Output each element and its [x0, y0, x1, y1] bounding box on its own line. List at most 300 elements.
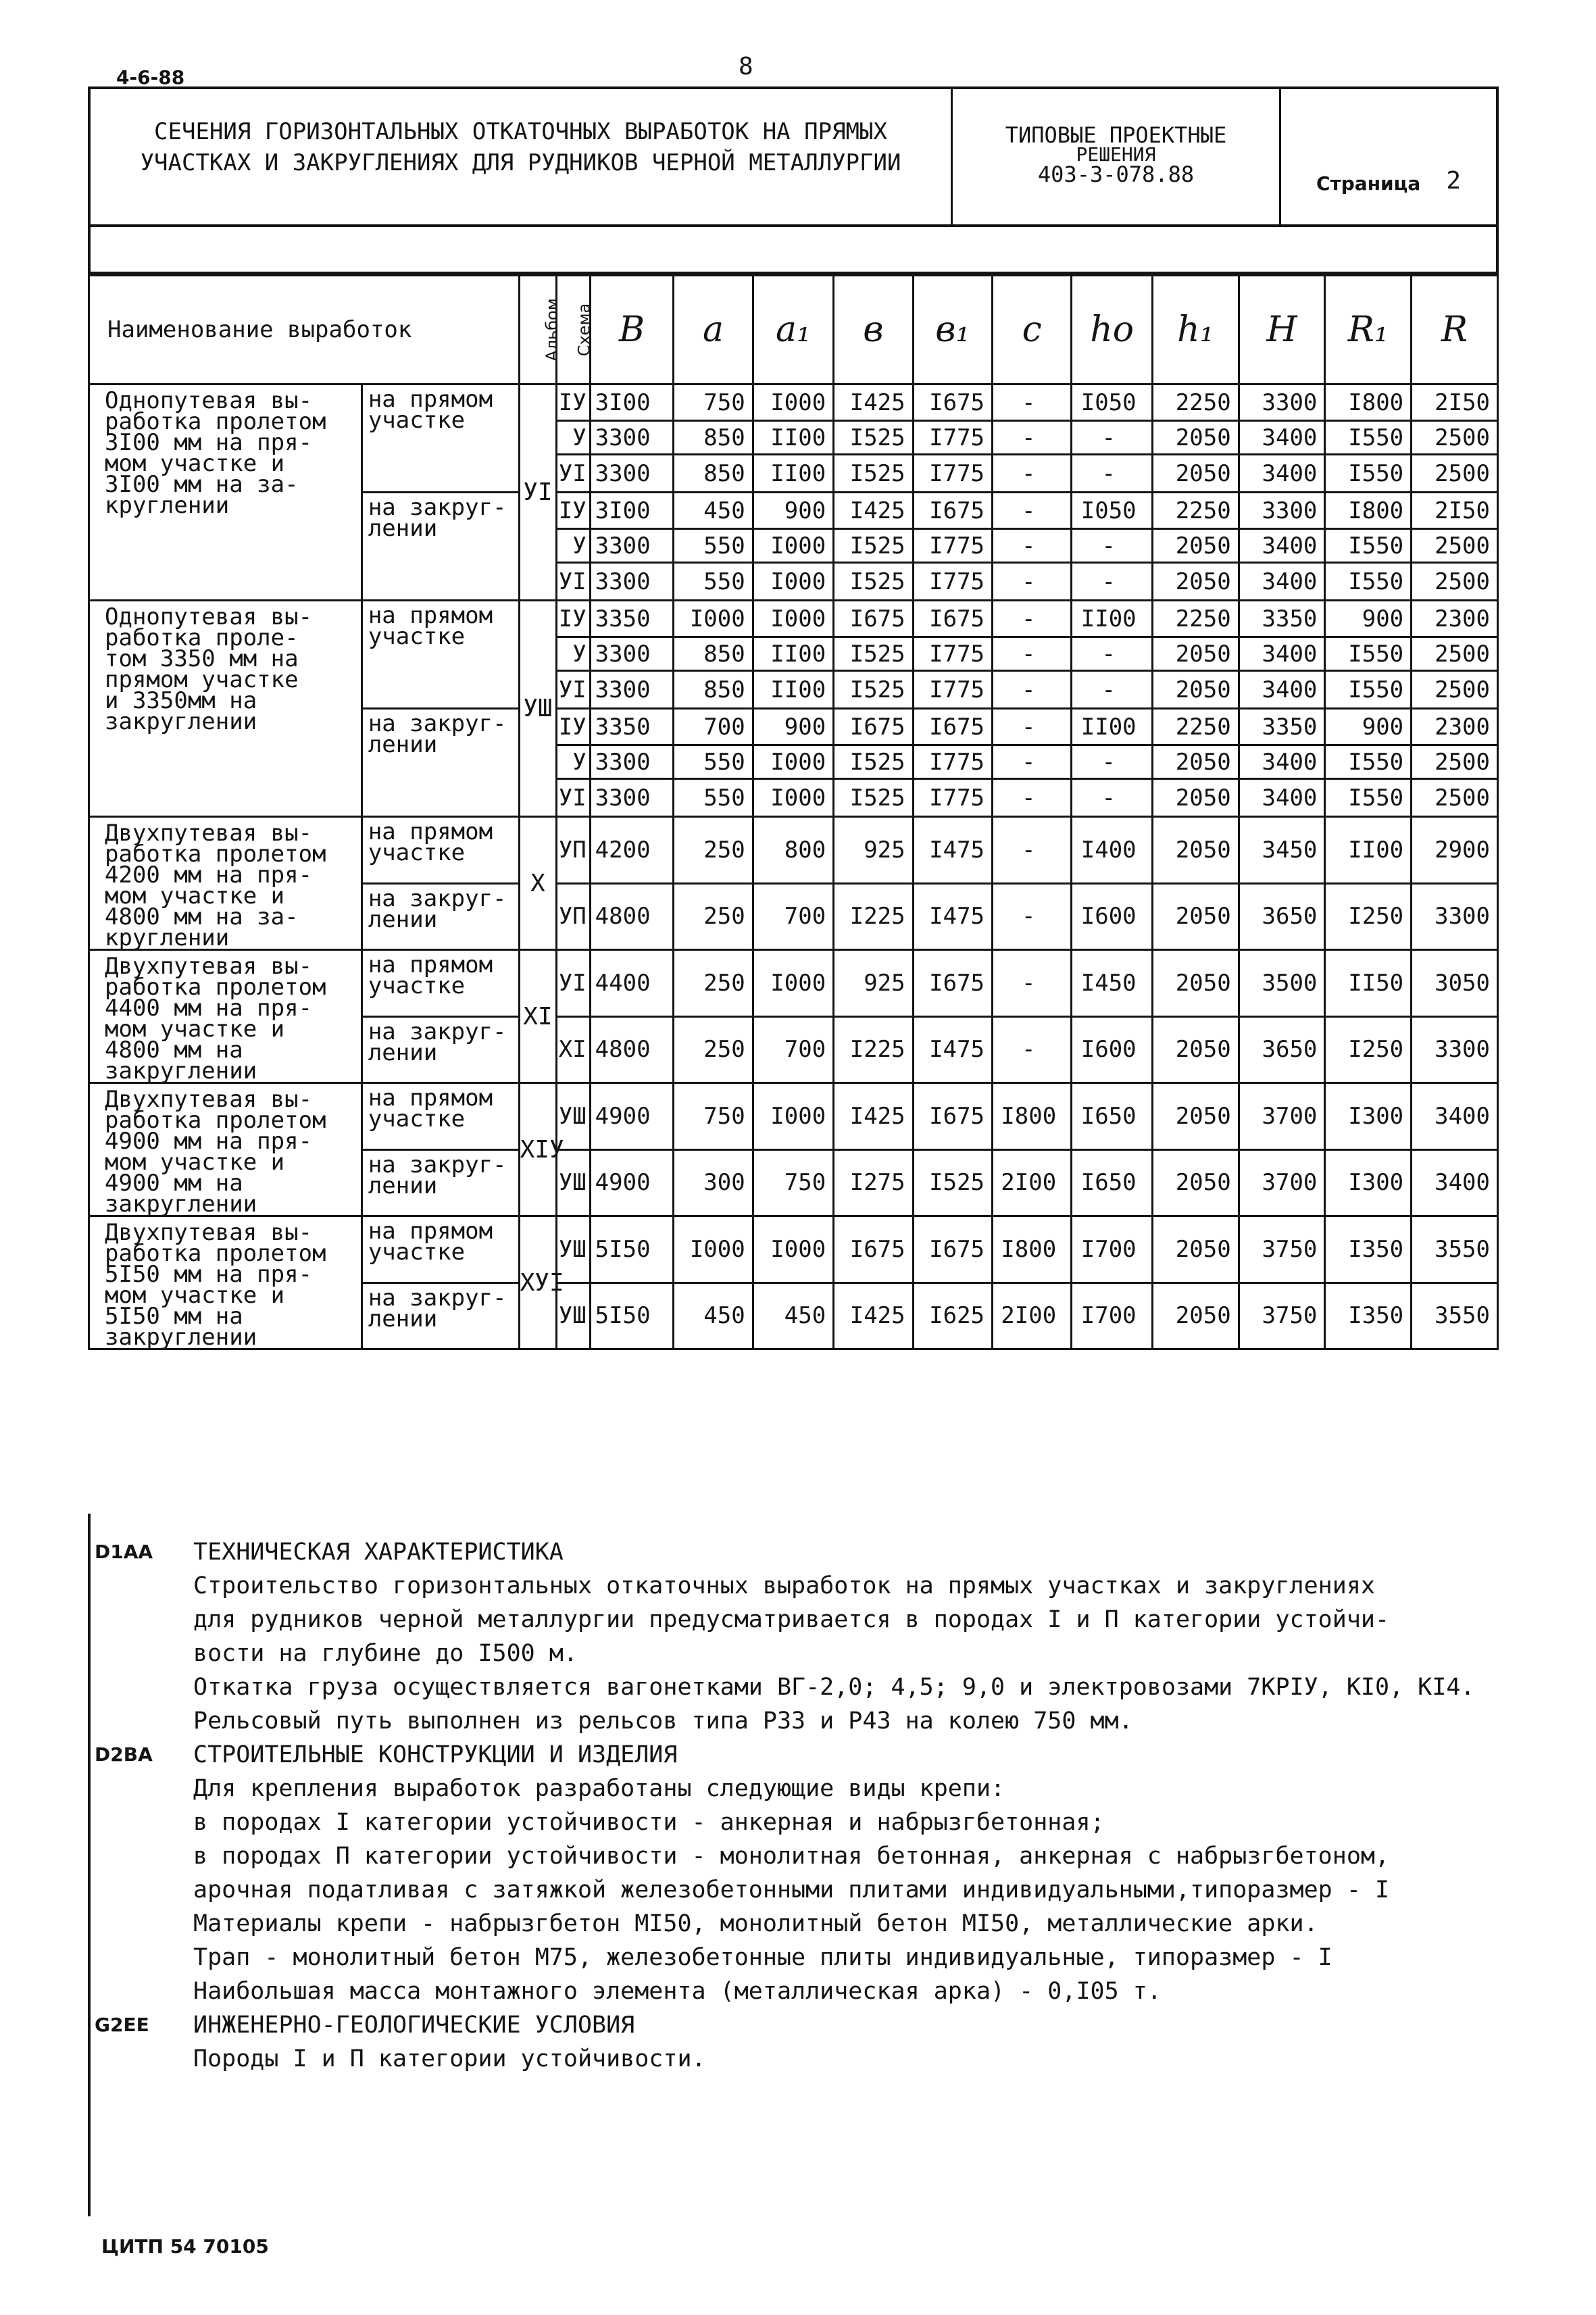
value-cell: I525	[834, 563, 913, 601]
value-cell: I775	[913, 529, 992, 563]
working-position-line: на закруг-	[368, 1018, 507, 1045]
working-position	[361, 1083, 519, 1150]
table-wrapper	[88, 227, 1499, 1350]
album-cell: УI	[519, 384, 557, 601]
value-cell: 3400	[1239, 779, 1325, 817]
col-R1-header: R₁	[1325, 276, 1412, 384]
working-name-line: Двухпутевая вы-	[105, 1219, 313, 1246]
scheme-cell: IУ	[557, 601, 590, 637]
working-position	[361, 709, 519, 817]
value-cell: -	[993, 709, 1072, 745]
value-cell: 4900	[590, 1149, 674, 1216]
scheme-cell: IУ	[557, 493, 590, 529]
value-cell: I225	[834, 1016, 913, 1083]
value-cell: 3050	[1412, 950, 1498, 1017]
series-cell	[953, 89, 1281, 224]
working-name-line: 4800 мм на за-	[105, 903, 299, 930]
section-heading-technical: ТЕХНИЧЕСКАЯ ХАРАКТЕРИСТИКА	[193, 1539, 564, 1566]
value-cell: 3400	[1239, 421, 1325, 455]
value-cell: I525	[834, 779, 913, 817]
value-cell: II00	[753, 455, 833, 493]
value-cell: I475	[913, 817, 992, 884]
value-cell: I550	[1325, 563, 1412, 601]
working-name	[89, 950, 362, 1083]
value-cell: -	[1072, 529, 1152, 563]
value-cell: I000	[753, 1216, 833, 1283]
note-line: Трап - монолитный бетон М75, железобетонные плиты индивидуальные, типоразмер - I	[193, 1944, 1332, 1971]
value-cell: II00	[1072, 709, 1152, 745]
value-cell: 2I00	[993, 1149, 1072, 1216]
value-cell: I000	[753, 563, 833, 601]
working-position-line: лении	[368, 1305, 438, 1333]
table-row	[89, 950, 1498, 1017]
value-cell: I800	[1325, 384, 1412, 421]
working-position-line: на закруг-	[368, 1284, 507, 1312]
col-album-header	[519, 276, 562, 384]
working-name-line: Однопутевая вы-	[105, 603, 313, 630]
section-heading-geology: ИНЖЕНЕРНО-ГЕОЛОГИЧЕСКИЕ УСЛОВИЯ	[193, 2012, 635, 2039]
value-cell: 925	[834, 950, 913, 1017]
value-cell: 3300	[590, 671, 674, 709]
value-cell: 2250	[1152, 709, 1239, 745]
value-cell: I775	[913, 745, 992, 779]
table-spacer-row	[88, 227, 1499, 274]
scheme-cell: УI	[557, 455, 590, 493]
scheme-cell: УI	[557, 779, 590, 817]
note-line: в породах П категории устойчивости - монолитная бетонная, анкерная с набрызгбетоном,	[193, 1843, 1390, 1870]
value-cell: 3400	[1412, 1149, 1498, 1216]
value-cell: 3300	[590, 421, 674, 455]
value-cell: 2050	[1152, 1083, 1239, 1150]
value-cell: I350	[1325, 1283, 1412, 1349]
col-v1-header: в₁	[913, 276, 992, 384]
value-cell: I550	[1325, 421, 1412, 455]
value-cell: II00	[753, 671, 833, 709]
working-name-line: том 3350 мм на	[105, 645, 299, 672]
working-name-line: работка пролетом	[105, 974, 326, 1001]
value-cell: 2500	[1412, 529, 1498, 563]
working-name-line: и 3350мм на	[105, 687, 257, 714]
value-cell: I525	[913, 1149, 992, 1216]
page-value: 2	[1446, 167, 1461, 195]
value-cell: I675	[913, 493, 992, 529]
col-ho-header: hо	[1072, 276, 1152, 384]
working-name-line: работка проле-	[105, 624, 299, 651]
value-cell: I775	[913, 671, 992, 709]
working-name-line: работка пролетом	[105, 408, 326, 435]
value-cell: II00	[1325, 817, 1412, 884]
working-name-line: закруглении	[105, 1324, 257, 1351]
note-line: Строительство горизонтальных откаточных выработок на прямых участках и закруглениях	[193, 1572, 1375, 1599]
working-name-line: работка пролетом	[105, 841, 326, 868]
value-cell: 900	[753, 709, 833, 745]
working-position	[361, 817, 519, 884]
page-number: 8	[739, 53, 753, 80]
value-cell: 2250	[1152, 493, 1239, 529]
value-cell: 700	[753, 1016, 833, 1083]
value-cell: I425	[834, 493, 913, 529]
scheme-cell: УШ	[557, 1283, 590, 1349]
value-cell: I000	[753, 601, 833, 637]
workings-table	[88, 274, 1499, 1350]
value-cell: 2250	[1152, 601, 1239, 637]
value-cell: 3450	[1239, 817, 1325, 884]
value-cell: I775	[913, 563, 992, 601]
working-position-line: лении	[368, 515, 438, 542]
note-line: Наибольшая масса монтажного элемента (металлическая арка) - 0,I05 т.	[193, 1978, 1162, 2005]
section-heading-construction: СТРОИТЕЛЬНЫЕ КОНСТРУКЦИИ И ИЗДЕЛИЯ	[193, 1741, 678, 1768]
working-name-line: мом участке и	[105, 882, 285, 910]
value-cell: I250	[1325, 883, 1412, 950]
value-cell: 250	[674, 950, 753, 1017]
value-cell: -	[993, 529, 1072, 563]
value-cell: I000	[674, 601, 753, 637]
working-position	[361, 883, 519, 950]
working-name-line: 5I50 мм на	[105, 1303, 243, 1330]
scheme-cell: УШ	[557, 1149, 590, 1216]
value-cell: -	[993, 637, 1072, 671]
value-cell: I525	[834, 529, 913, 563]
value-cell: I800	[993, 1216, 1072, 1283]
working-position	[361, 950, 519, 1017]
value-cell: I775	[913, 455, 992, 493]
value-cell: I675	[913, 1083, 992, 1150]
value-cell: I600	[1072, 883, 1152, 950]
value-cell: I350	[1325, 1216, 1412, 1283]
value-cell: 750	[674, 384, 753, 421]
value-cell: I675	[913, 1216, 992, 1283]
value-cell: 2I50	[1412, 384, 1498, 421]
value-cell: I475	[913, 1016, 992, 1083]
value-cell: 550	[674, 529, 753, 563]
album-cell: ХУI	[519, 1216, 557, 1349]
value-cell: 450	[674, 493, 753, 529]
value-cell: I700	[1072, 1283, 1152, 1349]
value-cell: I550	[1325, 779, 1412, 817]
section-code-3: G2EE	[95, 2014, 149, 2036]
value-cell: -	[1072, 779, 1152, 817]
value-cell: 900	[1325, 601, 1412, 637]
value-cell: 3300	[1239, 384, 1325, 421]
document-date: 4-6-88	[116, 66, 185, 89]
table-row	[89, 601, 1498, 637]
table-row	[89, 1083, 1498, 1150]
working-name-line: Двухпутевая вы-	[105, 953, 313, 980]
value-cell: 3350	[590, 709, 674, 745]
col-scheme-header	[557, 276, 594, 384]
value-cell: I675	[834, 601, 913, 637]
value-cell: 3400	[1239, 455, 1325, 493]
working-name-line: мом участке и	[105, 1282, 285, 1309]
value-cell: 2300	[1412, 709, 1498, 745]
value-cell: 3400	[1412, 1083, 1498, 1150]
value-cell: 4900	[590, 1083, 674, 1150]
working-name	[89, 1083, 362, 1216]
value-cell: 2500	[1412, 637, 1498, 671]
table-row	[89, 384, 1498, 421]
working-position-line: участке	[368, 407, 466, 434]
album-cell: XI	[519, 950, 557, 1083]
working-name-line: 4900 мм на пря-	[105, 1128, 313, 1155]
working-name-line: 4900 мм на	[105, 1170, 243, 1197]
value-cell: I675	[834, 1216, 913, 1283]
value-cell: I650	[1072, 1149, 1152, 1216]
value-cell: 4200	[590, 817, 674, 884]
value-cell: 2I00	[993, 1283, 1072, 1349]
working-name-line: 4400 мм на пря-	[105, 995, 313, 1022]
value-cell: 550	[674, 779, 753, 817]
working-name-line: круглении	[105, 492, 230, 519]
scheme-cell: УП	[557, 883, 590, 950]
value-cell: I425	[834, 384, 913, 421]
scheme-cell: IУ	[557, 709, 590, 745]
working-position-line: участке	[368, 1239, 466, 1266]
value-cell: 2250	[1152, 384, 1239, 421]
value-cell: 4800	[590, 883, 674, 950]
value-cell: 250	[674, 1016, 753, 1083]
working-name-line: закруглении	[105, 708, 257, 735]
working-name-line: мом участке и	[105, 1149, 285, 1176]
value-cell: 850	[674, 421, 753, 455]
title-line-2: УЧАСТКАХ И ЗАКРУГЛЕНИЯХ ДЛЯ РУДНИКОВ ЧЕРНОЙ МЕТАЛЛУРГИИ	[140, 149, 901, 176]
working-name-line: мом участке и	[105, 450, 285, 477]
series-line-1: ТИПОВЫЕ ПРОЕКТНЫЕ	[1005, 122, 1227, 148]
value-cell: 2050	[1152, 883, 1239, 950]
scheme-cell: УI	[557, 950, 590, 1017]
working-name-line: круглении	[105, 924, 230, 951]
value-cell: 3700	[1239, 1149, 1325, 1216]
working-name-line: Двухпутевая вы-	[105, 820, 313, 847]
value-cell: 2050	[1152, 1283, 1239, 1349]
value-cell: I675	[913, 601, 992, 637]
value-cell: I225	[834, 883, 913, 950]
value-cell: 450	[674, 1283, 753, 1349]
working-name-line: 3I00 мм на за-	[105, 471, 299, 498]
value-cell: -	[993, 1016, 1072, 1083]
working-position-line: на закруг-	[368, 710, 507, 737]
value-cell: 2050	[1152, 817, 1239, 884]
value-cell: I775	[913, 421, 992, 455]
working-name-line: 5I50 мм на пря-	[105, 1261, 313, 1288]
value-cell: 3700	[1239, 1083, 1325, 1150]
value-cell: -	[1072, 421, 1152, 455]
value-cell: I000	[753, 745, 833, 779]
value-cell: I475	[913, 883, 992, 950]
working-name-line: мом участке и	[105, 1016, 285, 1043]
value-cell: 3350	[590, 601, 674, 637]
scheme-cell: У	[557, 637, 590, 671]
working-name-line: закруглении	[105, 1057, 257, 1085]
section-code-1: D1AA	[95, 1541, 153, 1563]
value-cell: 3400	[1239, 563, 1325, 601]
value-cell: 2050	[1152, 1016, 1239, 1083]
scheme-cell: У	[557, 421, 590, 455]
value-cell: I775	[913, 779, 992, 817]
working-position	[361, 601, 519, 709]
value-cell: I425	[834, 1083, 913, 1150]
scheme-cell: УШ	[557, 1216, 590, 1283]
working-position-line: на прямом	[368, 951, 493, 978]
value-cell: 550	[674, 745, 753, 779]
value-cell: I525	[834, 745, 913, 779]
note-line: Откатка груза осуществляется вагонетками ВГ-2,0; 4,5; 9,0 и электровозами 7КРIУ, КI0, КI4.	[193, 1674, 1475, 1701]
col-B-header: B	[590, 276, 674, 384]
value-cell: 4800	[590, 1016, 674, 1083]
value-cell: II00	[753, 421, 833, 455]
value-cell: 3650	[1239, 1016, 1325, 1083]
value-cell: 3350	[1239, 601, 1325, 637]
value-cell: 750	[674, 1083, 753, 1150]
working-name-line: работка пролетом	[105, 1240, 326, 1267]
value-cell: 2050	[1152, 529, 1239, 563]
scheme-cell: УП	[557, 817, 590, 884]
col-a-header: a	[674, 276, 753, 384]
value-cell: 2300	[1412, 601, 1498, 637]
working-position-line: на прямом	[368, 818, 493, 845]
working-position	[361, 1283, 519, 1349]
album-cell: XIУ	[519, 1083, 557, 1216]
value-cell: -	[993, 671, 1072, 709]
working-position-line: на закруг-	[368, 885, 507, 912]
value-cell: 2050	[1152, 950, 1239, 1017]
value-cell: I000	[753, 779, 833, 817]
value-cell: -	[1072, 671, 1152, 709]
value-cell: 2500	[1412, 671, 1498, 709]
value-cell: I700	[1072, 1216, 1152, 1283]
value-cell: I000	[753, 1083, 833, 1150]
working-name-line: прямом участке	[105, 666, 299, 693]
working-name-line: Двухпутевая вы-	[105, 1086, 313, 1113]
working-position-line: на закруг-	[368, 494, 507, 521]
col-scheme-label: Схема	[574, 303, 594, 357]
value-cell: I300	[1325, 1083, 1412, 1150]
value-cell: 3I00	[590, 384, 674, 421]
working-name	[89, 384, 362, 601]
table-row	[89, 817, 1498, 884]
value-cell: 2050	[1152, 421, 1239, 455]
value-cell: -	[993, 745, 1072, 779]
value-cell: I000	[753, 384, 833, 421]
value-cell: 2050	[1152, 637, 1239, 671]
album-cell: X	[519, 817, 557, 950]
working-position	[361, 1016, 519, 1083]
value-cell: I250	[1325, 1016, 1412, 1083]
working-position-line: лении	[368, 1172, 438, 1199]
note-line: Материалы крепи - набрызгбетон МI50, монолитный бетон МI50, металлические арки.	[193, 1910, 1318, 1937]
value-cell: -	[993, 455, 1072, 493]
value-cell: 750	[753, 1149, 833, 1216]
page-label: Страница	[1316, 172, 1421, 195]
value-cell: I525	[834, 421, 913, 455]
value-cell: 3650	[1239, 883, 1325, 950]
value-cell: I675	[913, 384, 992, 421]
value-cell: I550	[1325, 455, 1412, 493]
value-cell: 2500	[1412, 421, 1498, 455]
note-line: Породы I и П категории устойчивости.	[193, 2045, 706, 2072]
value-cell: I600	[1072, 1016, 1152, 1083]
value-cell: 3750	[1239, 1216, 1325, 1283]
value-cell: -	[993, 779, 1072, 817]
album-cell: УШ	[519, 601, 557, 817]
working-name	[89, 1216, 362, 1349]
value-cell: I550	[1325, 671, 1412, 709]
value-cell: 3300	[590, 455, 674, 493]
value-cell: 3500	[1239, 950, 1325, 1017]
page-cell	[1281, 89, 1496, 224]
value-cell: I675	[913, 709, 992, 745]
note-line: Рельсовый путь выполнен из рельсов типа Р33 и Р43 на колею 750 мм.	[193, 1708, 1133, 1735]
note-line: для рудников черной металлургии предусматривается в породах I и П категории устойчи-	[193, 1606, 1390, 1633]
scheme-cell: У	[557, 745, 590, 779]
value-cell: 3300	[590, 745, 674, 779]
working-position-line: лении	[368, 905, 438, 933]
col-v-header: в	[834, 276, 913, 384]
value-cell: I525	[834, 671, 913, 709]
value-cell: -	[993, 384, 1072, 421]
working-name	[89, 601, 362, 817]
value-cell: 3300	[1412, 1016, 1498, 1083]
value-cell: I800	[993, 1083, 1072, 1150]
value-cell: I525	[834, 455, 913, 493]
value-cell: -	[1072, 563, 1152, 601]
note-line: вости на глубине до I500 м.	[193, 1640, 578, 1667]
working-position-line: на прямом	[368, 386, 493, 413]
working-position-line: участке	[368, 623, 466, 650]
value-cell: I450	[1072, 950, 1152, 1017]
value-cell: -	[1072, 455, 1152, 493]
working-position-line: лении	[368, 1039, 438, 1066]
value-cell: 3300	[1412, 883, 1498, 950]
footer-code: ЦИТП 54 70105	[101, 2235, 269, 2258]
value-cell: I000	[753, 529, 833, 563]
value-cell: 3550	[1412, 1216, 1498, 1283]
value-cell: 2500	[1412, 779, 1498, 817]
note-line: Для крепления выработок разработаны следующие виды крепи:	[193, 1775, 1005, 1802]
scheme-cell: УI	[557, 563, 590, 601]
value-cell: 5I50	[590, 1216, 674, 1283]
table-header-row	[89, 276, 1498, 384]
value-cell: 900	[1325, 709, 1412, 745]
value-cell: 450	[753, 1283, 833, 1349]
scheme-cell: У	[557, 529, 590, 563]
col-H-header: H	[1239, 276, 1325, 384]
working-name-line: 4200 мм на пря-	[105, 862, 313, 889]
value-cell: 2050	[1152, 779, 1239, 817]
value-cell: 2050	[1152, 1216, 1239, 1283]
working-position	[361, 493, 519, 601]
value-cell: I800	[1325, 493, 1412, 529]
value-cell: I000	[753, 950, 833, 1017]
value-cell: I550	[1325, 637, 1412, 671]
value-cell: 3550	[1412, 1283, 1498, 1349]
col-h1-header: h₁	[1152, 276, 1239, 384]
series-code: 403-3-078.88	[1037, 161, 1195, 187]
value-cell: I050	[1072, 384, 1152, 421]
scheme-cell: УШ	[557, 1083, 590, 1150]
value-cell: -	[993, 817, 1072, 884]
value-cell: 3300	[590, 563, 674, 601]
value-cell: I675	[913, 950, 992, 1017]
margin-rule	[88, 1514, 91, 2216]
value-cell: 3300	[590, 637, 674, 671]
value-cell: -	[1072, 637, 1152, 671]
value-cell: II50	[1325, 950, 1412, 1017]
value-cell: 2050	[1152, 745, 1239, 779]
working-name-line: работка пролетом	[105, 1107, 326, 1134]
value-cell: -	[993, 493, 1072, 529]
title-cell	[91, 89, 953, 224]
value-cell: 2050	[1152, 1149, 1239, 1216]
